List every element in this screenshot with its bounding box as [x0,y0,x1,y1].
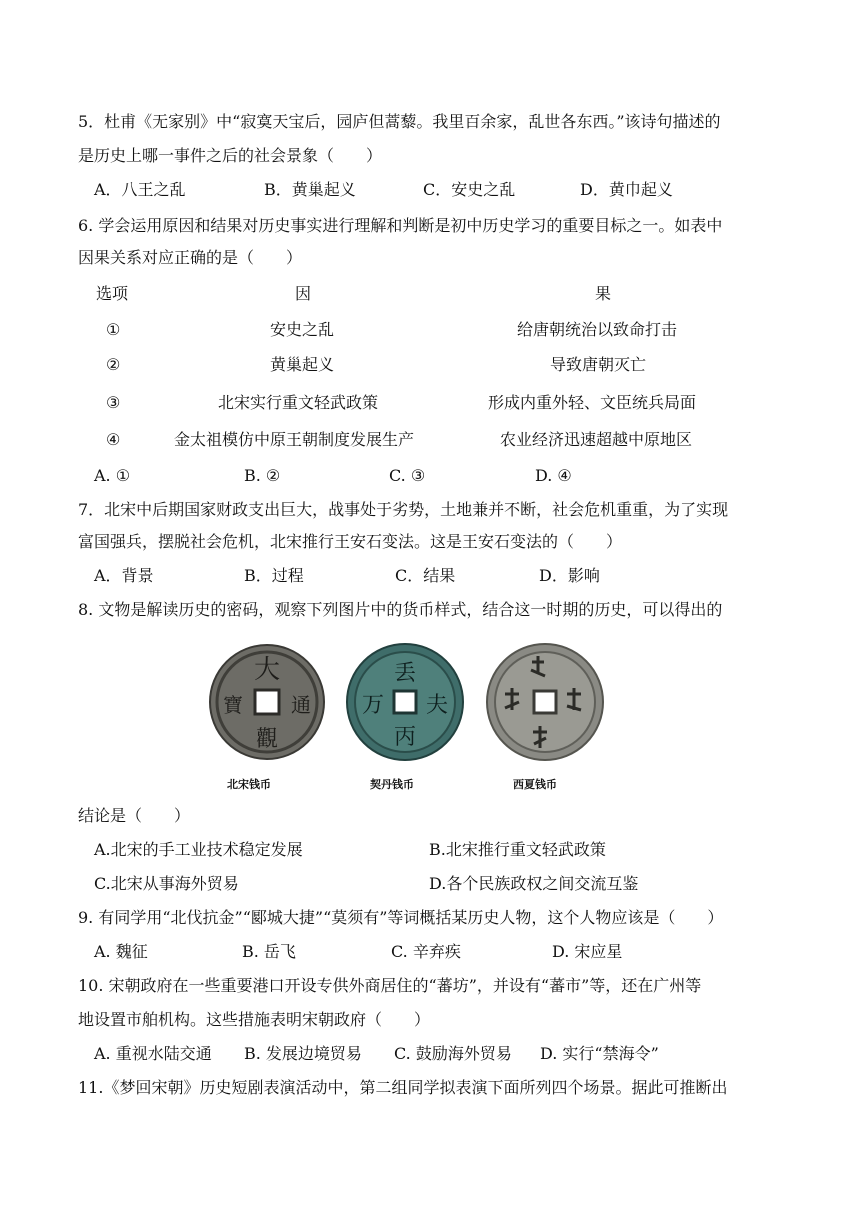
q5-stem-line1: 5．杜甫《无家别》中“寂寞天宝后，园庐但蒿藜。我里百余家，乱世各东西。”该诗句描述的 [78,112,721,131]
q9-option-a: A. 魏征 [94,942,148,961]
q8-option-d: D.各个民族政权之间交流互鉴 [429,874,639,893]
q7-stem-line1: 7．北宋中后期国家财政支出巨大，战事处于劣势，土地兼并不断，社会危机重重，为了实现 [78,500,729,519]
q9-option-b: B. 岳飞 [242,942,296,961]
table-cell-cause: 金太祖模仿中原王朝制度发展生产 [174,430,415,449]
q7-option-a: A．背景 [94,566,154,585]
table-cell-effect: 农业经济迅速超越中原地区 [500,430,693,449]
q7-stem-line2: 富国强兵，摆脱社会危机，北宋推行王安石变法。这是王安石变法的（ ） [78,532,623,551]
western-xia-coin [487,644,603,760]
q6-option-c: C. ③ [389,466,426,485]
q9-option-c: C. 辛弃疾 [391,942,461,961]
coins-image [205,640,615,780]
table-cell-effect: 导致唐朝灭亡 [550,355,647,374]
coin-caption: 契丹钱币 [370,778,414,791]
q5-option-c: C．安史之乱 [423,180,516,199]
table-cell-option: ② [106,355,121,374]
q9-stem-line1: 9. 有同学用“北伐抗金”“郾城大捷”“莫须有”等词概括某历史人物，这个人物应该是（ ） [78,908,724,927]
q8-option-c: C.北宋从事海外贸易 [94,874,239,893]
table-header-effect: 果 [595,284,612,303]
table-header-option: 选项 [96,284,129,303]
q7-option-b: B．过程 [244,566,304,585]
table-cell-option: ① [106,320,121,339]
q5-option-a: A．八王之乱 [94,180,186,199]
q7-option-d: D．影响 [539,566,600,585]
q6-option-d: D. ④ [535,466,572,485]
q6-option-b: B. ② [244,466,281,485]
table-cell-effect: 形成内重外轻、文臣统兵局面 [488,393,697,412]
coin-caption: 西夏钱币 [513,778,557,791]
coin-char: 觀 [255,727,279,752]
q11-stem-line1: 11.《梦回宋朝》历史短剧表演活动中，第二组同学拟表演下面所列四个场景。据此可推断出 [78,1078,728,1097]
coins-figure [205,640,615,800]
q8-stem-line1: 8. 文物是解读历史的密码，观察下列图片中的货币样式，结合这一时期的历史，可以得出的 [78,600,723,619]
q7-option-c: C．结果 [395,566,456,585]
q9-option-d: D. 宋应星 [552,942,623,961]
q8-option-a: A.北宋的手工业技术稳定发展 [94,840,303,859]
coin-char: 万 [361,693,385,718]
northern-song-coin [210,645,324,759]
q6-stem-line2: 因果关系对应正确的是（ ） [78,248,303,267]
q6-stem-line1: 6. 学会运用原因和结果对历史事实进行理解和判断是初中历史学习的重要目标之一。如表中 [78,216,723,235]
table-cell-cause: 北宋实行重文轻武政策 [218,393,379,412]
table-cell-cause: 安史之乱 [270,320,335,339]
table-header-cause: 因 [295,284,312,303]
q5-option-d: D．黄巾起义 [580,180,673,199]
table-cell-effect: 给唐朝统治以致命打击 [517,320,678,339]
q5-option-b: B．黄巢起义 [264,180,356,199]
q10-option-a: A. 重视水陆交通 [94,1044,212,1063]
table-cell-cause: 黄巢起义 [270,355,335,374]
q8-option-b: B.北宋推行重文轻武政策 [429,840,606,859]
coin-char: 通 [291,693,311,717]
coin-char: 丢 [393,661,417,686]
khitan-coin [347,644,463,760]
table-cell-option: ④ [106,430,121,449]
q10-option-c: C. 鼓励海外贸易 [394,1044,512,1063]
q10-option-b: B. 发展边境贸易 [244,1044,362,1063]
q10-option-d: D. 实行“禁海令” [540,1044,659,1063]
table-cell-option: ③ [106,393,121,412]
q8-stem-line2: 结论是（ ） [78,806,191,825]
q10-stem-line2: 地设置市舶机构。这些措施表明宋朝政府（ ） [78,1010,431,1029]
q5-stem-line2: 是历史上哪一事件之后的社会景象（ ） [78,146,383,165]
coin-char: 寶 [223,693,243,717]
coin-char: 丙 [393,725,417,750]
coin-caption: 北宋钱币 [227,778,271,791]
q6-option-a: A. ① [94,466,131,485]
coin-char: 夫 [425,693,449,718]
q10-stem-line1: 10. 宋朝政府在一些重要港口开设专供外商居住的“蕃坊”，并设有“蕃市”等，还在广州等 [78,976,702,995]
coin-char: 大 [253,655,281,685]
